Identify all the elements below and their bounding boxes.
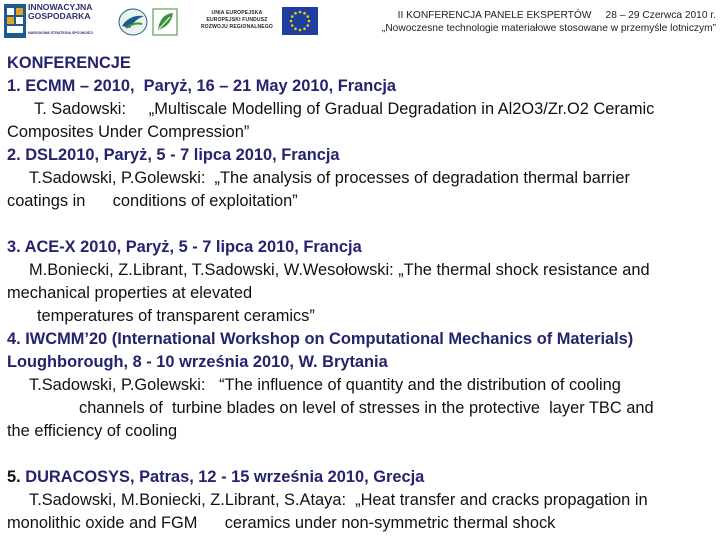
section-heading: KONFERENCJE — [7, 54, 131, 72]
conference-item-1-cont: Composites Under Compression” — [7, 123, 250, 141]
conference-item-3-title: 3. ACE-X 2010, Paryż, 5 - 7 lipca 2010, Francja — [7, 238, 362, 256]
bird-logo-icon — [118, 8, 148, 36]
conference-item-5-title: DURACOSYS, Patras, 12 - 15 września 2010, Grecja — [25, 468, 425, 486]
ig-logo-icon — [4, 4, 26, 38]
conference-item-4-cont: channels of turbine blades on level of stresses in the protective layer TBC and — [79, 399, 654, 417]
conference-item-2-authors: T.Sadowski, P.Golewski: „The analysis of processes of degradation thermal barrier — [29, 169, 630, 187]
innowacyjna-gospodarka-logo — [2, 2, 106, 40]
conference-item-4-title-2: Loughborough, 8 - 10 września 2010, W. Brytania — [7, 353, 388, 371]
conference-title — [316, 9, 716, 35]
header-banner — [0, 0, 720, 42]
logo-strip — [2, 2, 318, 40]
conference-item-5-authors: T.Sadowski, M.Boniecki, Z.Librant, S.Ataya: „Heat transfer and cracks propagation in — [29, 491, 648, 509]
conference-title-line2: „Nowoczesne technologie materiałowe stosowane w przemyśle lotniczym” — [381, 23, 716, 34]
conference-item-2-cont: coatings in conditions of exploitation” — [7, 192, 298, 210]
ig-logo-line2: GOSPODARKA — [28, 11, 91, 21]
leaf-logo-icon — [152, 8, 178, 36]
conference-item-5-number: 5. — [7, 468, 26, 486]
conference-list — [7, 52, 717, 535]
eu-flag-icon — [282, 7, 318, 35]
eu-fund-line1: UNIA EUROPEJSKA — [211, 10, 263, 16]
conference-item-5-cont: monolithic oxide and FGM ceramics under non-symmetric thermal shock — [7, 514, 556, 532]
conference-item-5-title-row — [7, 466, 717, 489]
eu-fund-line3: ROZWOJU REGIONALNEGO — [200, 24, 274, 31]
eu-fund-line2: EUROPEJSKI FUNDUSZ — [206, 17, 268, 24]
ig-logo-subtitle: NARODOWA STRATEGIA SPÓJNOŚCI — [28, 31, 93, 35]
spacer — [7, 443, 717, 466]
ig-logo-text — [28, 3, 108, 21]
conference-item-3-authors: M.Boniecki, Z.Librant, T.Sadowski, W.Wesołowski: „The thermal shock resistance and — [29, 261, 650, 279]
eu-fund-text — [196, 10, 278, 32]
conference-item-1-title: 1. ECMM – 2010, Paryż, 16 – 21 May 2010, Francja — [7, 77, 397, 95]
conference-item-3-cont2: temperatures of transparent ceramics” — [37, 307, 315, 325]
conference-item-4-authors: T.Sadowski, P.Golewski: “The influence of quantity and the distribution of cooling — [29, 376, 621, 394]
ig-logo-line1: INNOWACYJNA — [28, 2, 93, 12]
conference-item-2-title: 2. DSL2010, Paryż, 5 - 7 lipca 2010, Francja — [7, 146, 340, 164]
spacer — [7, 213, 717, 236]
conference-title-line1: II KONFERENCJA PANELE EKSPERTÓW 28 – 29 Czerwca 2010 r. — [397, 10, 716, 21]
conference-item-1-authors: T. Sadowski: „Multiscale Modelling of Gradual Degradation in Al2O3/Zr.O2 Ceramic — [34, 100, 655, 118]
conference-item-4-cont2: the efficiency of cooling — [7, 422, 178, 440]
conference-item-3-cont: mechanical properties at elevated — [7, 284, 253, 302]
conference-item-4-title: 4. IWCMM’20 (International Workshop on Computational Mechanics of Materials) — [7, 330, 634, 348]
